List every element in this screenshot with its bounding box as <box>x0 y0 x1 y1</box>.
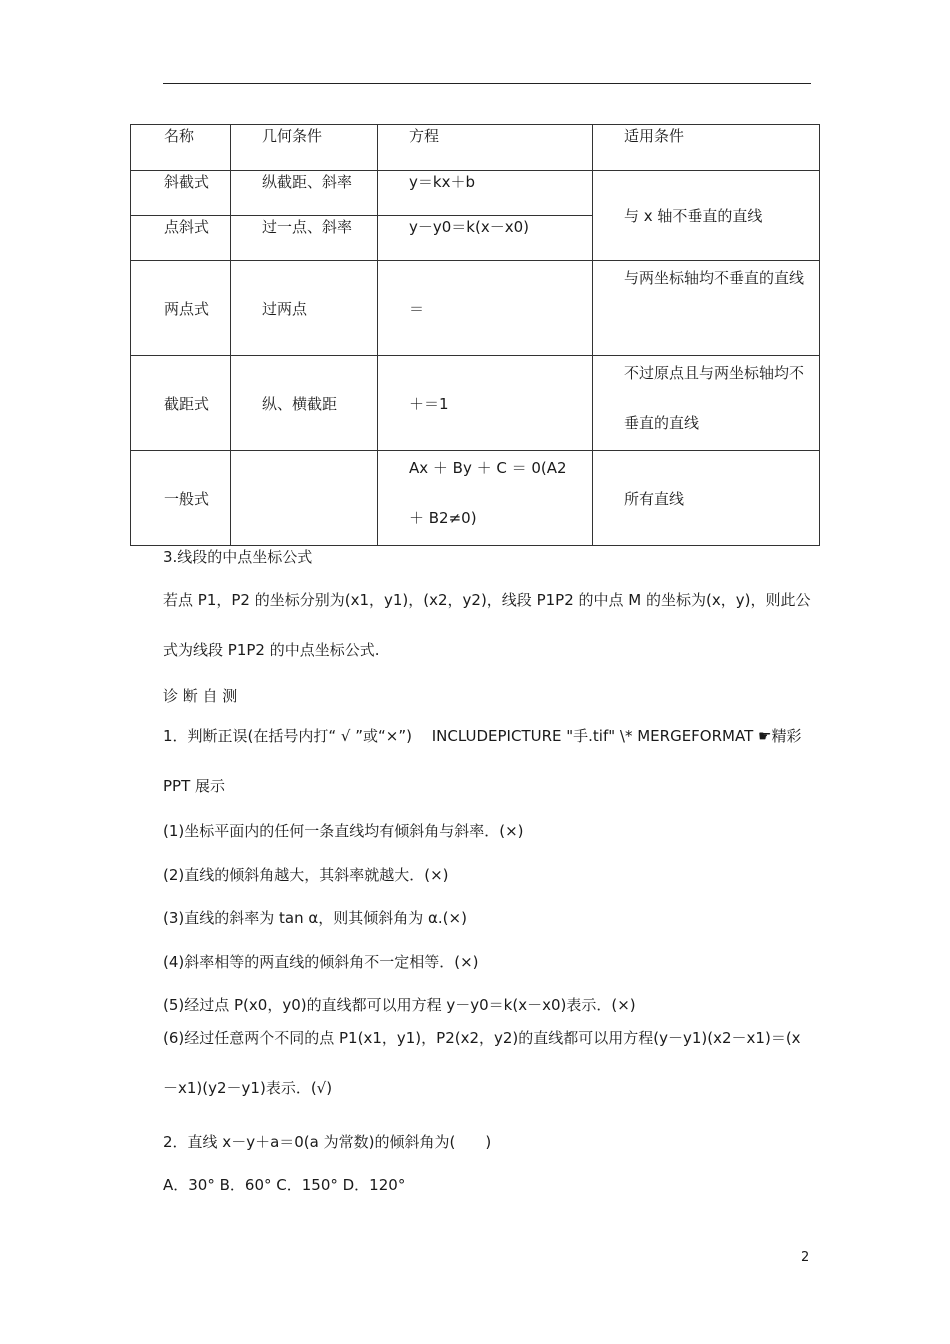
equation: y－y0＝k(x－x0) <box>378 216 593 261</box>
applicable-condition: 与 x 轴不垂直的直线 <box>593 171 820 261</box>
geometric-condition: 纵、横截距 <box>231 356 378 451</box>
page-number: 2 <box>801 1250 810 1265</box>
section-title: 3.线段的中点坐标公式 <box>163 548 313 566</box>
judgement-item: (5)经过点 P(x0，y0)的直线都可以用方程 y－y0＝k(x－x0)表示．(×) <box>163 996 636 1014</box>
table-row <box>131 451 820 546</box>
section-body: 若点 P1，P2 的坐标分别为(x1，y1)，(x2，y2)，线段 P1P2 的中点 M 的坐标为(x，y)，则此公式为线段 P1P2 的中点坐标公式. <box>163 591 811 659</box>
question-2-options: A．30° B．60° C．150° D．120° <box>163 1176 406 1194</box>
question-1-prefix: 1．判断正误(在括号内打“ √ ”或“×”) INCLUDEPICTURE "手.tif" \* MERGEFORMAT <box>163 727 759 745</box>
form-name: 两点式 <box>131 261 231 356</box>
pointing-hand-icon: ☛ <box>758 727 772 745</box>
geometric-condition <box>231 451 378 546</box>
form-name: 截距式 <box>131 356 231 451</box>
table-row <box>131 261 820 356</box>
table-row <box>131 171 820 216</box>
question-2: 2．直线 x－y＋a＝0(a 为常数)的倾斜角为( ) <box>163 1133 492 1151</box>
geometric-condition: 纵截距、斜率 <box>231 171 378 216</box>
table-header-cell: 方程 <box>378 125 593 171</box>
equation: ＋＝1 <box>378 356 593 451</box>
table-header-cell: 名称 <box>131 125 231 171</box>
geometric-condition: 过两点 <box>231 261 378 356</box>
header-rule <box>163 83 811 84</box>
judgement-item: (3)直线的斜率为 tan α，则其倾斜角为 α.(×) <box>163 909 467 927</box>
form-name: 一般式 <box>131 451 231 546</box>
applicable-condition: 与两坐标轴均不垂直的直线 <box>624 269 805 287</box>
table-header-cell: 几何条件 <box>231 125 378 171</box>
equation: ＝ <box>378 261 593 356</box>
self-test-heading: 诊 断 自 测 <box>163 687 238 705</box>
line-equation-table <box>130 124 820 546</box>
applicable-condition: 所有直线 <box>593 451 820 546</box>
judgement-item: (4)斜率相等的两直线的倾斜角不一定相等．(×) <box>163 953 479 971</box>
judgement-item: (2)直线的倾斜角越大，其斜率就越大．(×) <box>163 866 449 884</box>
equation: Ax ＋ By ＋ C ＝ 0(A2 ＋ B2≠0) <box>409 459 567 527</box>
form-name: 斜截式 <box>131 171 231 216</box>
applicable-condition: 不过原点且与两坐标轴均不垂直的直线 <box>624 364 805 432</box>
question-1-suffix: 精彩 PPT 展示 <box>163 727 802 795</box>
table-header-cell: 适用条件 <box>593 125 820 171</box>
question-1 <box>163 711 811 811</box>
equation: y＝kx＋b <box>378 171 593 216</box>
table-row <box>131 356 820 451</box>
judgement-item: (1)坐标平面内的任何一条直线均有倾斜角与斜率．(×) <box>163 822 524 840</box>
form-name: 点斜式 <box>131 216 231 261</box>
table-header-row <box>131 125 820 171</box>
geometric-condition: 过一点、斜率 <box>231 216 378 261</box>
judgement-item: (6)经过任意两个不同的点 P1(x1，y1)，P2(x2，y2)的直线都可以用方程(y－y1)(x2－x1)＝(x－x1)(y2－y1)表示．(√) <box>163 1029 801 1097</box>
